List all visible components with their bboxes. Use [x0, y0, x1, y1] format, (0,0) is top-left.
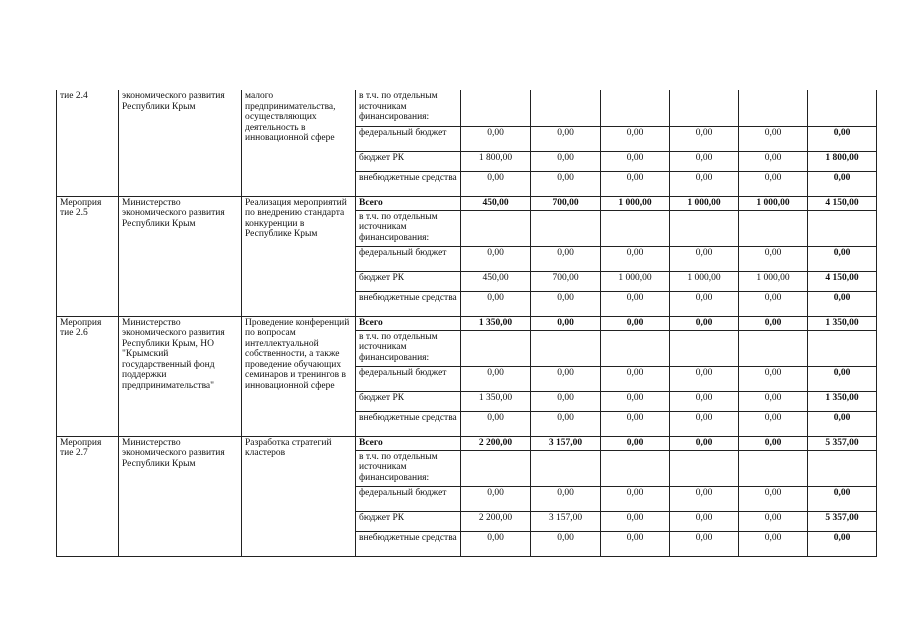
source-cell: в т.ч. по отдельным источникам финансирования:	[356, 90, 461, 126]
year-value-cell: 0,00	[461, 171, 531, 196]
year-value-cell: 0,00	[670, 151, 739, 171]
year-value-cell: 0,00	[461, 126, 531, 151]
year-value-cell: 0,00	[531, 246, 601, 271]
description-cell: Разработка стратегий кластеров	[242, 436, 356, 556]
year-value-cell: 0,00	[739, 486, 808, 511]
year-value-cell: 2 200,00	[461, 436, 531, 450]
total-value-cell: 0,00	[808, 126, 877, 151]
year-value-cell: 0,00	[670, 411, 739, 436]
year-value-cell: 0,00	[739, 126, 808, 151]
table-row	[57, 196, 877, 210]
source-cell: Всего	[356, 316, 461, 330]
total-value-cell: 0,00	[808, 246, 877, 271]
description-cell: Проведение конференций по вопросам интеллектуальной собственности, а также проведение обучающих семинаров и тренингов в инновационной сфере	[242, 316, 356, 436]
year-value-cell: 0,00	[670, 291, 739, 316]
total-value-cell: 0,00	[808, 531, 877, 556]
year-value-cell: 0,00	[461, 246, 531, 271]
year-value-cell: 0,00	[531, 126, 601, 151]
year-value-cell: 0,00	[670, 391, 739, 411]
year-value-cell: 3 157,00	[531, 511, 601, 531]
total-value-cell	[808, 330, 877, 366]
year-value-cell: 0,00	[739, 316, 808, 330]
year-value-cell: 0,00	[531, 391, 601, 411]
year-value-cell	[461, 450, 531, 486]
measure-id-cell: Мероприя тие 2.6	[57, 316, 119, 436]
year-value-cell: 0,00	[601, 511, 670, 531]
total-value-cell	[808, 450, 877, 486]
table-row	[57, 316, 877, 330]
measure-id-cell: Мероприя тие 2.5	[57, 196, 119, 316]
measure-id-cell: тие 2.4	[57, 90, 119, 196]
year-value-cell: 0,00	[739, 531, 808, 556]
year-value-cell	[670, 330, 739, 366]
year-value-cell: 2 200,00	[461, 511, 531, 531]
total-value-cell: 0,00	[808, 411, 877, 436]
total-value-cell: 0,00	[808, 291, 877, 316]
source-cell: внебюджетные средства	[356, 411, 461, 436]
year-value-cell	[739, 450, 808, 486]
year-value-cell: 0,00	[601, 291, 670, 316]
responsible-cell: Министерство экономического развития Республики Крым, НО "Крымский государственный фонд поддержки предпринимательства"	[119, 316, 242, 436]
year-value-cell: 0,00	[531, 291, 601, 316]
year-value-cell: 1 000,00	[739, 196, 808, 210]
year-value-cell: 0,00	[739, 171, 808, 196]
total-value-cell: 1 800,00	[808, 151, 877, 171]
source-cell: в т.ч. по отдельным источникам финансирования:	[356, 330, 461, 366]
year-value-cell: 0,00	[739, 151, 808, 171]
year-value-cell: 0,00	[601, 436, 670, 450]
year-value-cell: 0,00	[739, 511, 808, 531]
year-value-cell: 0,00	[601, 126, 670, 151]
total-value-cell: 4 150,00	[808, 271, 877, 291]
year-value-cell: 0,00	[461, 291, 531, 316]
year-value-cell	[670, 450, 739, 486]
year-value-cell: 0,00	[531, 366, 601, 391]
year-value-cell: 0,00	[739, 366, 808, 391]
year-value-cell: 450,00	[461, 271, 531, 291]
year-value-cell: 0,00	[670, 126, 739, 151]
year-value-cell: 450,00	[461, 196, 531, 210]
total-value-cell: 1 350,00	[808, 391, 877, 411]
year-value-cell	[531, 90, 601, 126]
year-value-cell: 0,00	[739, 246, 808, 271]
year-value-cell: 0,00	[601, 411, 670, 436]
total-value-cell: 1 350,00	[808, 316, 877, 330]
source-cell: в т.ч. по отдельным источникам финансирования:	[356, 210, 461, 246]
table-row	[57, 436, 877, 450]
source-cell: бюджет РК	[356, 391, 461, 411]
source-cell: бюджет РК	[356, 151, 461, 171]
source-cell: внебюджетные средства	[356, 291, 461, 316]
responsible-cell: экономического развития Республики Крым	[119, 90, 242, 196]
total-value-cell: 0,00	[808, 366, 877, 391]
year-value-cell: 0,00	[670, 531, 739, 556]
source-cell: бюджет РК	[356, 271, 461, 291]
year-value-cell: 0,00	[601, 151, 670, 171]
year-value-cell: 0,00	[601, 366, 670, 391]
year-value-cell: 0,00	[670, 366, 739, 391]
year-value-cell: 0,00	[601, 486, 670, 511]
year-value-cell: 0,00	[739, 291, 808, 316]
source-cell: Всего	[356, 196, 461, 210]
year-value-cell: 0,00	[601, 391, 670, 411]
year-value-cell: 0,00	[531, 531, 601, 556]
year-value-cell	[670, 210, 739, 246]
year-value-cell: 1 000,00	[670, 271, 739, 291]
funding-table-body	[57, 90, 877, 556]
source-cell: федеральный бюджет	[356, 366, 461, 391]
year-value-cell: 0,00	[670, 171, 739, 196]
total-value-cell	[808, 210, 877, 246]
year-value-cell: 0,00	[461, 531, 531, 556]
source-cell: Всего	[356, 436, 461, 450]
year-value-cell	[461, 210, 531, 246]
year-value-cell	[739, 330, 808, 366]
year-value-cell: 0,00	[670, 436, 739, 450]
year-value-cell: 0,00	[531, 151, 601, 171]
year-value-cell: 0,00	[670, 511, 739, 531]
year-value-cell: 0,00	[461, 411, 531, 436]
year-value-cell: 0,00	[670, 486, 739, 511]
source-cell: внебюджетные средства	[356, 171, 461, 196]
responsible-cell: Министерство экономического развития Республики Крым	[119, 196, 242, 316]
year-value-cell: 1 350,00	[461, 391, 531, 411]
year-value-cell: 0,00	[601, 171, 670, 196]
year-value-cell	[531, 330, 601, 366]
year-value-cell: 0,00	[739, 436, 808, 450]
description-cell: Реализация мероприятий по внедрению стандарта конкуренции в Республике Крым	[242, 196, 356, 316]
funding-table	[56, 90, 877, 557]
year-value-cell: 1 000,00	[601, 271, 670, 291]
year-value-cell	[531, 210, 601, 246]
year-value-cell: 3 157,00	[531, 436, 601, 450]
year-value-cell: 0,00	[531, 171, 601, 196]
source-cell: бюджет РК	[356, 511, 461, 531]
year-value-cell	[601, 90, 670, 126]
year-value-cell	[601, 330, 670, 366]
total-value-cell: 0,00	[808, 486, 877, 511]
source-cell: федеральный бюджет	[356, 486, 461, 511]
year-value-cell: 1 000,00	[739, 271, 808, 291]
year-value-cell: 0,00	[531, 411, 601, 436]
total-value-cell: 5 357,00	[808, 511, 877, 531]
total-value-cell: 5 357,00	[808, 436, 877, 450]
source-cell: федеральный бюджет	[356, 246, 461, 271]
year-value-cell: 0,00	[739, 391, 808, 411]
year-value-cell	[670, 90, 739, 126]
total-value-cell: 4 150,00	[808, 196, 877, 210]
year-value-cell: 0,00	[461, 366, 531, 391]
year-value-cell	[601, 450, 670, 486]
year-value-cell: 1 800,00	[461, 151, 531, 171]
year-value-cell	[739, 210, 808, 246]
year-value-cell: 0,00	[670, 316, 739, 330]
total-value-cell	[808, 90, 877, 126]
year-value-cell	[739, 90, 808, 126]
year-value-cell: 0,00	[601, 246, 670, 271]
year-value-cell: 0,00	[461, 486, 531, 511]
year-value-cell	[601, 210, 670, 246]
year-value-cell: 0,00	[531, 316, 601, 330]
table-row	[57, 90, 877, 126]
source-cell: в т.ч. по отдельным источникам финансирования:	[356, 450, 461, 486]
year-value-cell	[461, 90, 531, 126]
year-value-cell	[531, 450, 601, 486]
year-value-cell: 0,00	[531, 486, 601, 511]
year-value-cell	[461, 330, 531, 366]
year-value-cell: 1 350,00	[461, 316, 531, 330]
year-value-cell: 700,00	[531, 196, 601, 210]
year-value-cell: 0,00	[670, 246, 739, 271]
responsible-cell: Министерство экономического развития Республики Крым	[119, 436, 242, 556]
year-value-cell: 1 000,00	[670, 196, 739, 210]
year-value-cell: 0,00	[601, 316, 670, 330]
source-cell: федеральный бюджет	[356, 126, 461, 151]
description-cell: малого предпринимательства, осуществляющих деятельность в инновационной сфере	[242, 90, 356, 196]
year-value-cell: 0,00	[601, 531, 670, 556]
measure-id-cell: Мероприя тие 2.7	[57, 436, 119, 556]
source-cell: внебюджетные средства	[356, 531, 461, 556]
year-value-cell: 0,00	[739, 411, 808, 436]
year-value-cell: 1 000,00	[601, 196, 670, 210]
year-value-cell: 700,00	[531, 271, 601, 291]
total-value-cell: 0,00	[808, 171, 877, 196]
